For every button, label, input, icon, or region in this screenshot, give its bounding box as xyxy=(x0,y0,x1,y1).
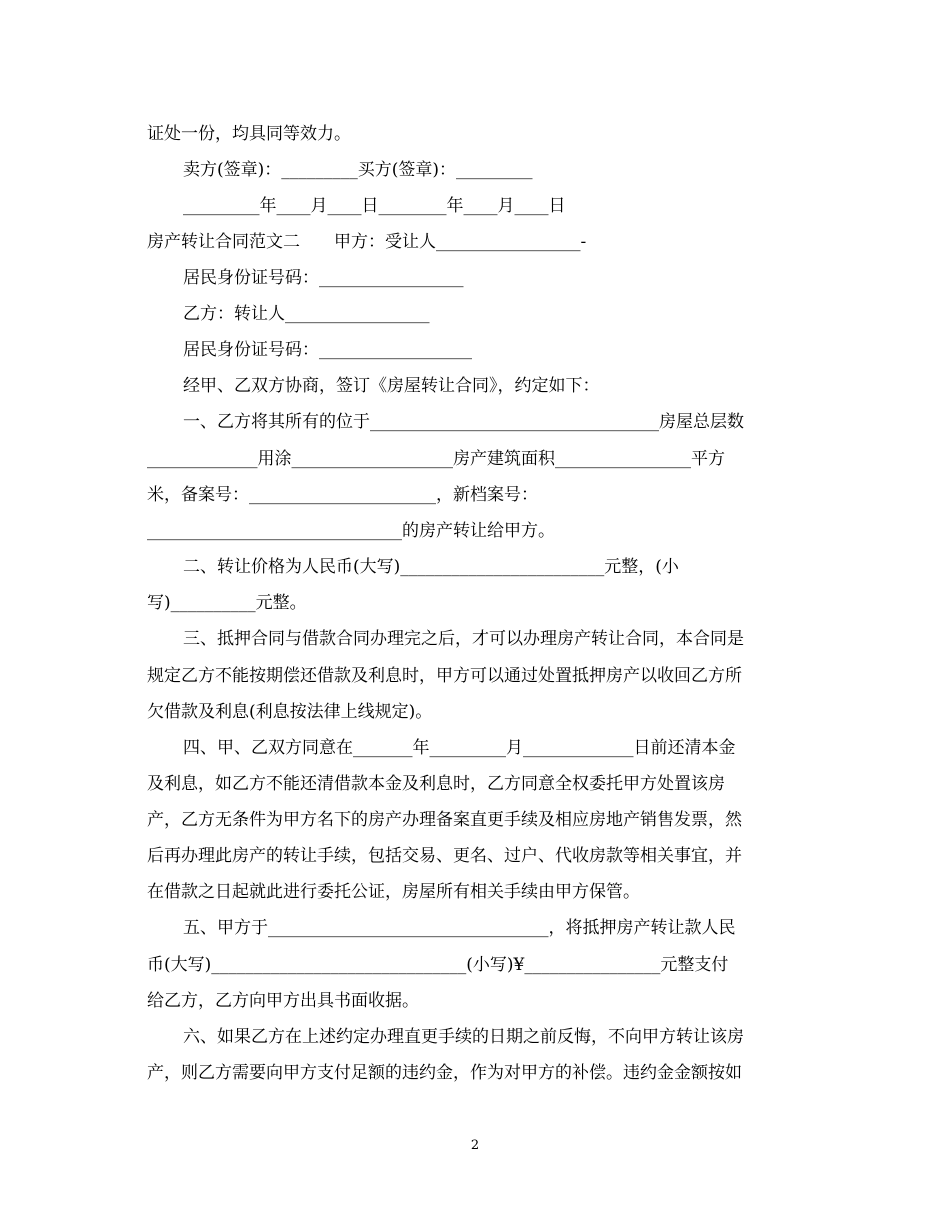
clause-3-line: 三、抵押合同与借款合同办理完之后，才可以办理房产转让合同，本合同是 xyxy=(183,629,744,649)
text-line: 经甲、乙双方协商，签订《房屋转让合同》，约定如下： xyxy=(183,376,600,396)
clause-6-line: 产，则乙方需要向甲方支付足额的违约金，作为对甲方的补偿。违约金金额按如 xyxy=(147,1063,742,1083)
clause-3-line: 欠借款及利息(利息按法律上线规定)。 xyxy=(147,702,433,722)
clause-1-line: _____________用涂___________________房产建筑面积________________平方 xyxy=(147,449,725,469)
clause-4-line: 后再办理此房产的转让手续，包括交易、更名、过户、代收房款等相关事宜，并 xyxy=(147,846,742,866)
clause-2-line: 二、转让价格为人民币(大写)________________________元整，(小 xyxy=(183,557,679,577)
clause-5-line: 币(大写)______________________________(小写)¥________________元整支付 xyxy=(147,955,729,975)
clause-5-line: 五、甲方于_________________________________，将抵押房产转让款人民 xyxy=(183,918,736,938)
clause-4-line: 产，乙方无条件为甲方名下的房产办理备案直更手续及相应房地产销售发票，然 xyxy=(147,810,742,830)
clause-6-line: 六、如果乙方在上述约定办理直更手续的日期之前反悔，不向甲方转让该房 xyxy=(183,1027,744,1047)
clause-1-line: 米，备案号：______________________，新档案号： xyxy=(147,485,538,505)
section-heading: 房产转让合同范文二 甲方：受让人_________________- xyxy=(147,232,587,252)
clause-4-line: 及利息，如乙方不能还清借款本金及利息时，乙方同意全权委托甲方处置该房 xyxy=(147,774,725,794)
date-line: _________年____月____日________年____月____日 xyxy=(183,196,566,216)
text-line: 居民身份证号码：__________________ xyxy=(183,340,472,360)
signature-line: 卖方(签章)：_________买方(签章)：_________ xyxy=(183,160,533,180)
clause-3-line: 规定乙方不能按期偿还借款及利息时，甲方可以通过处置抵押房产以收回乙方所 xyxy=(147,666,742,686)
page-number: 2 xyxy=(470,1138,480,1153)
clause-5-line: 给乙方，乙方向甲方出具书面收据。 xyxy=(147,991,419,1011)
clause-1-line: ______________________________的房产转让给甲方。 xyxy=(147,521,555,541)
clause-2-line: 写)__________元整。 xyxy=(147,593,307,613)
text-line: 居民身份证号码：_________________ xyxy=(183,268,464,288)
clause-1-line: 一、乙方将其所有的位于__________________________________房屋总层数 xyxy=(183,412,744,432)
text-line: 乙方：转让人_________________ xyxy=(183,304,430,324)
clause-4-line: 四、甲、乙双方同意在_______年_________月_____________日前还清本金 xyxy=(183,738,736,758)
text-line: 证处一份，均具同等效力。 xyxy=(147,124,351,144)
clause-4-line: 在借款之日起就此进行委托公证，房屋所有相关手续由甲方保管。 xyxy=(147,882,640,902)
